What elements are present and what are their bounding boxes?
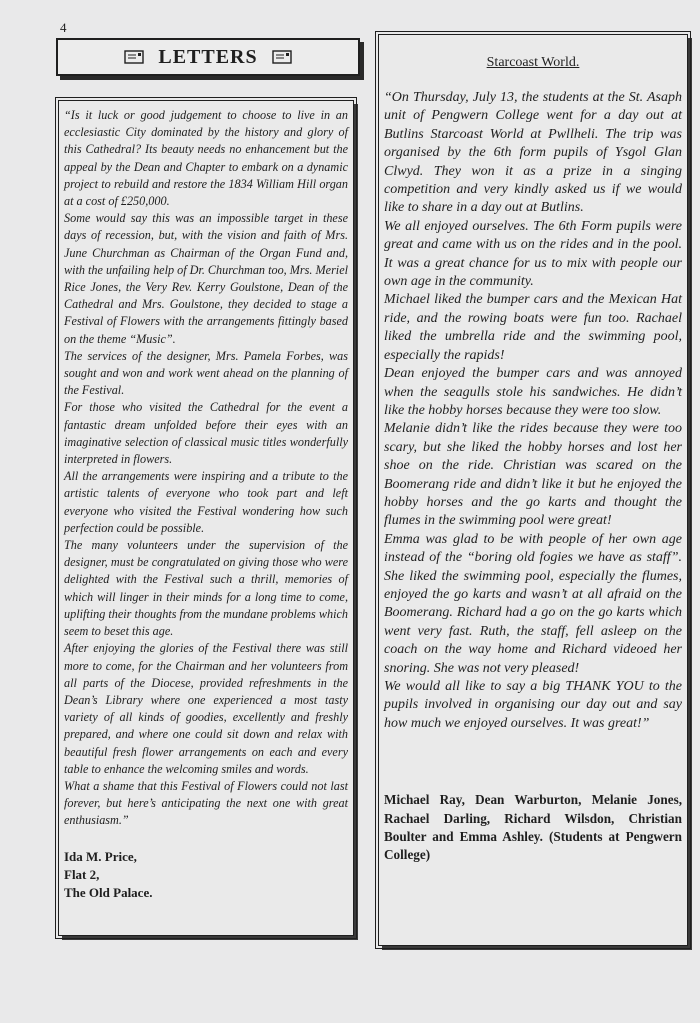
page-number: 4	[60, 20, 67, 35]
left-paragraph: “Is it luck or good judgement to choose to live in an ecclesiastic City dominated by the history and glory of this Cathedral? Its beauty needs no enhancement but the appeal by the Dean and Chapter to embark on a dynamic project to rebuild and restore the 1834 William Hill organ at a cost of £250,000.	[64, 108, 348, 209]
right-letter-column	[378, 34, 688, 946]
right-paragraph: Melanie didn’t like the rides because they were too scary, but she liked the hobby horses and lost her shoe on the ride. Christian was scared on the Boomerang ride and didn’t like it but he enjoyed the hobby horses and the go karts and thought the flumes in the swimming pool were great!	[384, 421, 682, 529]
right-paragraph: Dean enjoyed the bumper cars and was annoyed when the seagulls stole his sandwiches. He didn’t like the hobby horses because they were too slow.	[384, 366, 682, 418]
left-paragraph: The many volunteers under the supervision of the designer, must be congratulated on giving those who were delighted with the Festival such a thrill, memories of which will linger in their minds for a long time to come, uplifting their thoughts from the mundane problems which seem to beset this age.	[64, 538, 348, 639]
right-paragraph: Michael liked the bumper cars and the Mexican Hat ride, and the rowing boats were fun too. Rachael liked the umbrella ride and the swimming pool, especially the rapids!	[384, 292, 682, 363]
left-paragraph: All the arrangements were inspiring and a tribute to the artistic talents of everyone who took part and left everyone who visited the Festival wondering how such perfection could be possible.	[64, 469, 348, 535]
left-paragraph: What a shame that this Festival of Flowers could not last forever, but here’s anticipating the next one with great enthusiasm.”	[64, 778, 348, 828]
left-paragraph: After enjoying the glories of the Festival there was still more to come, for the Chairman and her volunteers from all parts of the Diocese, provided refreshments in the Dean’s Library where one experienced a most tasty variety of all kinds of goodies, excellently and freshly prepared, and where one could sit down and relax with beautiful fresh flower arrangements on each and every table to enhance the welcoming smiles and words.	[64, 641, 348, 776]
left-signature	[64, 848, 348, 902]
signature-line: Flat 2,	[64, 866, 100, 882]
right-paragraph: We would all like to say a big THANK YOU to the pupils involved in organising our day out and say how much we enjoyed ourselves. It was great!”	[384, 679, 682, 731]
signature-line: The Old Palace.	[64, 884, 153, 900]
right-letter-title: Starcoast World.	[486, 55, 580, 70]
left-letter-body	[64, 107, 348, 830]
left-paragraph: Some would say this was an impossible target in these days of recession, but, with the vision and faith of Mrs. June Churchman as Chairman of the Organ Fund and, with the unfailing help of Dr. Churchman too, Mrs. Meriel Rice Jones, the Very Rev. Kerry Goulstone, Dean of the Cathedral and Mrs. Goulstone, they decided to stage a Festival of Flowers with the arrangements fittingly based on the theme “Music”.	[64, 211, 348, 346]
right-letter-body	[384, 89, 682, 733]
envelope-icon	[124, 50, 144, 64]
page-title: LETTERS	[158, 45, 258, 68]
right-paragraph: “On Thursday, July 13, the students at the St. Asaph unit of Pengwern College went for a day out at Butlins Starcoast World at Pwllheli. The trip was organised by the 6th form pupils of Ysgol Glan Clwyd. They won it as a prize in a singing competition and very kindly asked us if we would like to share in a day out at Butlins.	[384, 90, 682, 216]
student-signatures: Michael Ray, Dean Warburton, Melanie Jones, Rachael Darling, Richard Wilsdon, Christian Boulter and Emma Ashley. (Students at Pengwern College)	[384, 792, 682, 863]
left-letter-column	[58, 100, 354, 936]
signature-line: Ida M. Price,	[64, 848, 137, 864]
envelope-icon	[272, 50, 292, 64]
left-paragraph: The services of the designer, Mrs. Pamela Forbes, was sought and won and work went ahead on the planning of the Festival.	[64, 348, 348, 398]
right-paragraph: We all enjoyed ourselves. The 6th Form pupils were great and came with us on the rides and in the pool. It was a great chance for us to mix with people our own age in the community.	[384, 218, 682, 290]
left-paragraph: For those who visited the Cathedral for the event a fantastic dream unfolded before their eyes with an imaginative selection of classical music titles wonderfully interpreted in flowers.	[64, 400, 348, 467]
right-paragraph: Emma was glad to be with people of her own age instead of the “boring old fogies we have as staff”. She liked the swimming pool, especially the flumes, enjoyed the go karts and wasn’t at all afraid on the Boomerang. Richard had a go on the go karts which went very fast. Ruth, the staff, fell asleep on the coach on the way home and Richard videoed her snoring. She was not very pleased!	[384, 531, 682, 676]
letters-header	[56, 38, 360, 76]
